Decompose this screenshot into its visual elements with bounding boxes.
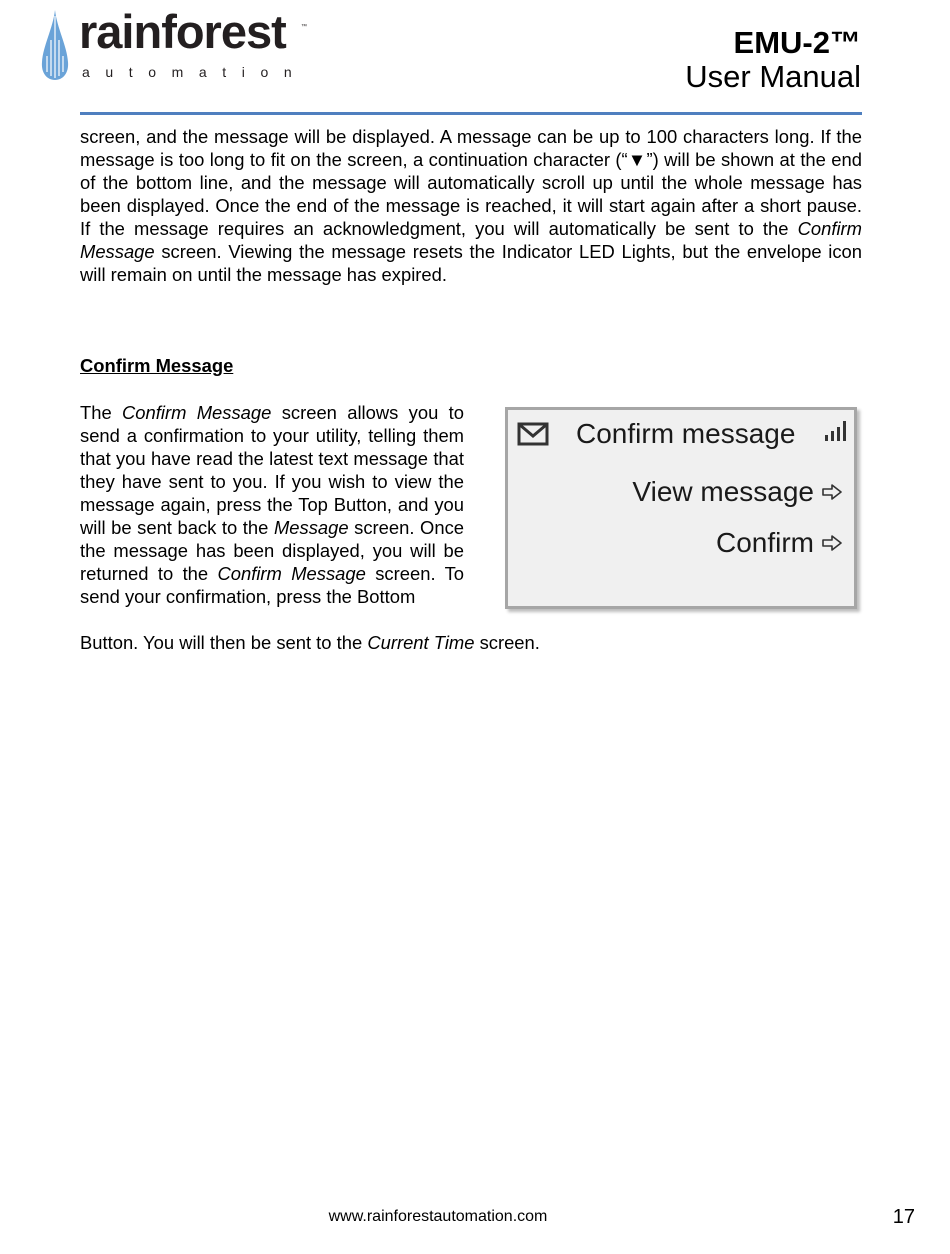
logo-subtitle: automation (82, 64, 308, 80)
device-screen-illustration (505, 407, 857, 609)
right-arrow-icon (822, 535, 842, 551)
raindrop-logo-icon (40, 10, 70, 82)
device-screen-title: Confirm message (576, 418, 796, 449)
header-divider (80, 112, 862, 115)
manual-name: User Manual (685, 59, 861, 94)
footer-website-url: www.rainforestautomation.com (328, 1208, 548, 1225)
intro-paragraph: screen, and the message will be displayed. A message can be up to 100 characters long. If the message is too long to fit on the screen, a continuation character (“▼”) will be shown at the end of the bottom line, and the message will automatically scroll up until the whole message has been displayed. Once the end of the message is reached, it will start again after a short pause. If the message requires an acknowledgment, you will automatically be sent to the Confirm Message screen. Viewing the message resets the Indicator LED Lights, but the envelope icon will remain on until the message has expired. (80, 126, 862, 285)
logo-trademark: ™ (301, 24, 307, 30)
confirm-option (716, 527, 842, 559)
rainforest-logo (40, 5, 320, 84)
envelope-icon (517, 422, 549, 446)
product-name: EMU-2™ (733, 25, 861, 60)
signal-strength-icon (824, 420, 848, 442)
logo-wordmark: rainforest (79, 5, 286, 58)
view-message-option (632, 476, 842, 508)
page-number: 17 (892, 1206, 915, 1228)
confirm-message-paragraph: The Confirm Message screen allows you to send a confirmation to your utility, telling them that you have read the latest text message that they have sent to you. If you wish to view the message again, press the Top Button, and you will be sent back to the Message screen. Once the message has been displayed, you will be returned to the Confirm Message screen. To send your confirmation, press the Bottom (80, 402, 465, 607)
confirm-message-paragraph-end: Button. You will then be sent to the Current Time screen. (80, 632, 540, 653)
right-arrow-icon (822, 484, 842, 500)
confirm-label: Confirm (715, 527, 814, 558)
document-title (685, 26, 861, 94)
view-message-label: View message (632, 476, 814, 507)
section-heading: Confirm Message (80, 355, 234, 376)
